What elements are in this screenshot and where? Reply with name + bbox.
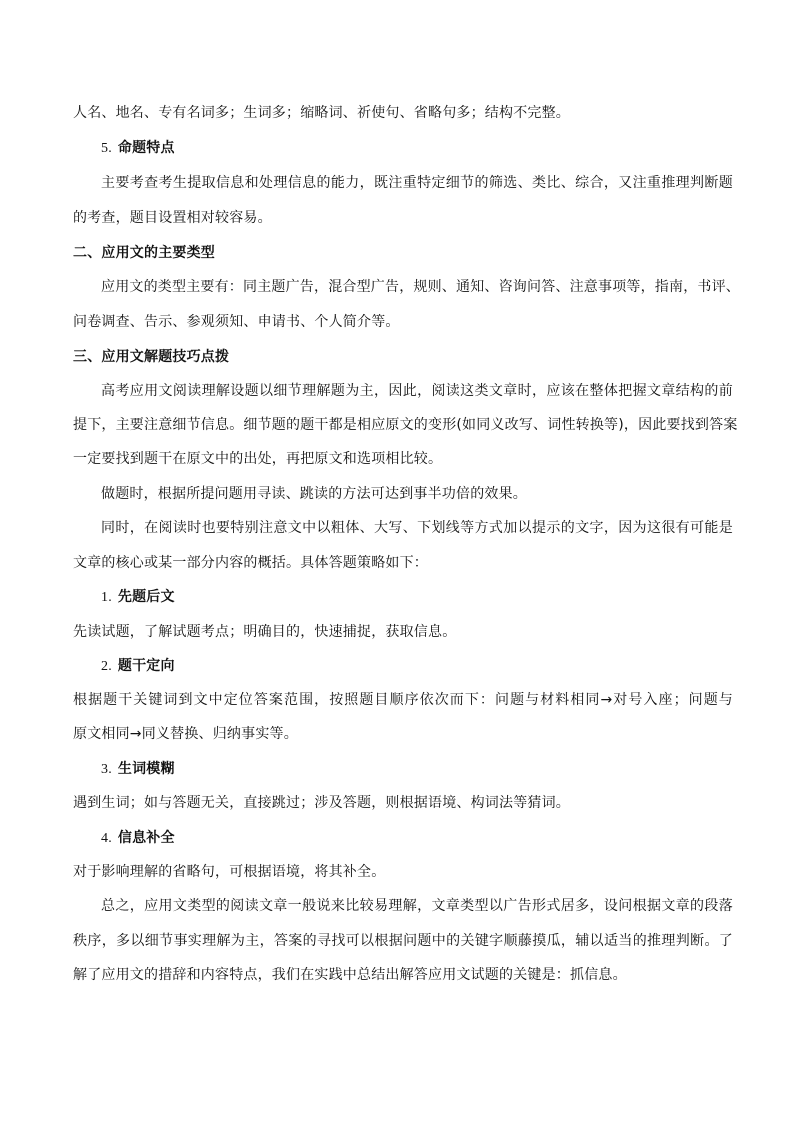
paragraph-summary-line-2: 秩序，多以细节事实理解为主，答案的寻找可以根据问题中的关键字顺藤摸瓜，辅以适当的推理判断。了 — [73, 933, 733, 949]
section-number: 3. — [101, 762, 112, 777]
paragraph-summary-line-3: 解了应用文的措辞和内容特点，我们在实践中总结出解答应用文试题的关键是：抓信息。 — [73, 967, 627, 983]
section-number: 2. — [101, 659, 112, 674]
section-title: 生词模糊 — [117, 761, 175, 777]
section-heading-1 — [101, 587, 761, 608]
paragraph-scan-skim: 做题时，根据所提问题用寻读、跳读的方法可达到事半功倍的效果。 — [101, 486, 527, 502]
paragraph-types-line-2: 问卷调查、告示、参观须知、申请书、个人简介等。 — [73, 314, 400, 330]
paragraph-types-line-1: 应用文的类型主要有：同主题广告，混合型广告，规则、通知、咨询问答、注意事项等，指南，书评、 — [101, 279, 740, 295]
paragraph-section-4: 对于影响理解的省略句，可根据语境，将其补全。 — [73, 864, 386, 880]
paragraph-text-features-end: 人名、地名、专有名词多；生词多；缩略词、祈使句、省略句多；结构不完整。 — [73, 105, 570, 121]
paragraph-tips-line-2: 提下，主要注意细节信息。细节题的题干都是相应原文的变形(如同义改写、词性转换等)，因此要找到答案 — [73, 417, 738, 433]
section-title: 先题后文 — [117, 589, 175, 605]
paragraph-feature-line-1: 主要考查考生提取信息和处理信息的能力，既注重特定细节的筛选、类比、综合，又注重推理判断题 — [101, 175, 733, 191]
paragraph-bold-hints-line-1: 同时，在阅读时也要特别注意文中以粗体、大写、下划线等方式加以提示的文字，因为这很有可能是 — [101, 520, 733, 536]
paragraph-summary-line-1: 总之，应用文类型的阅读文章一般说来比较易理解，文章类型以广告形式居多，设问根据文章的段落 — [101, 898, 733, 914]
heading-main-types: 二、应用文的主要类型 — [73, 245, 215, 261]
section-heading-3 — [101, 759, 761, 780]
section-number: 1. — [101, 590, 112, 605]
section-title: 信息补全 — [117, 830, 175, 846]
heading-solving-tips: 三、应用文解题技巧点拨 — [73, 349, 230, 365]
section-title: 题干定向 — [117, 658, 175, 674]
paragraph-section-1: 先读试题，了解试题考点；明确目的，快速捕捉，获取信息。 — [73, 624, 457, 640]
section-title: 命题特点 — [117, 140, 175, 156]
paragraph-bold-hints-line-2: 文章的核心或某一部分内容的概括。具体答题策略如下： — [73, 555, 428, 571]
section-number: 5. — [101, 141, 112, 156]
paragraph-section-2-line-2: 原文相同→同义替换、归纳事实等。 — [73, 726, 298, 742]
section-heading-5 — [101, 138, 761, 159]
paragraph-tips-line-3: 一定要找到题干在原文中的出处，再把原文和选项相比较。 — [73, 451, 443, 467]
paragraph-section-2-line-1: 根据题干关键词到文中定位答案范围，按照题目顺序依次而下：问题与材料相同→对号入座；问题与 — [73, 692, 733, 708]
section-number: 4. — [101, 831, 112, 846]
paragraph-tips-line-1: 高考应用文阅读理解设题以细节理解题为主，因此，阅读这类文章时，应该在整体把握文章结构的前 — [101, 383, 733, 399]
section-heading-2 — [101, 656, 761, 677]
section-heading-4 — [101, 828, 761, 849]
paragraph-feature-line-2: 的考查，题目设置相对较容易。 — [73, 210, 272, 226]
paragraph-section-3: 遇到生词；如与答题无关，直接跳过；涉及答题，则根据语境、构词法等猜词。 — [73, 795, 570, 811]
